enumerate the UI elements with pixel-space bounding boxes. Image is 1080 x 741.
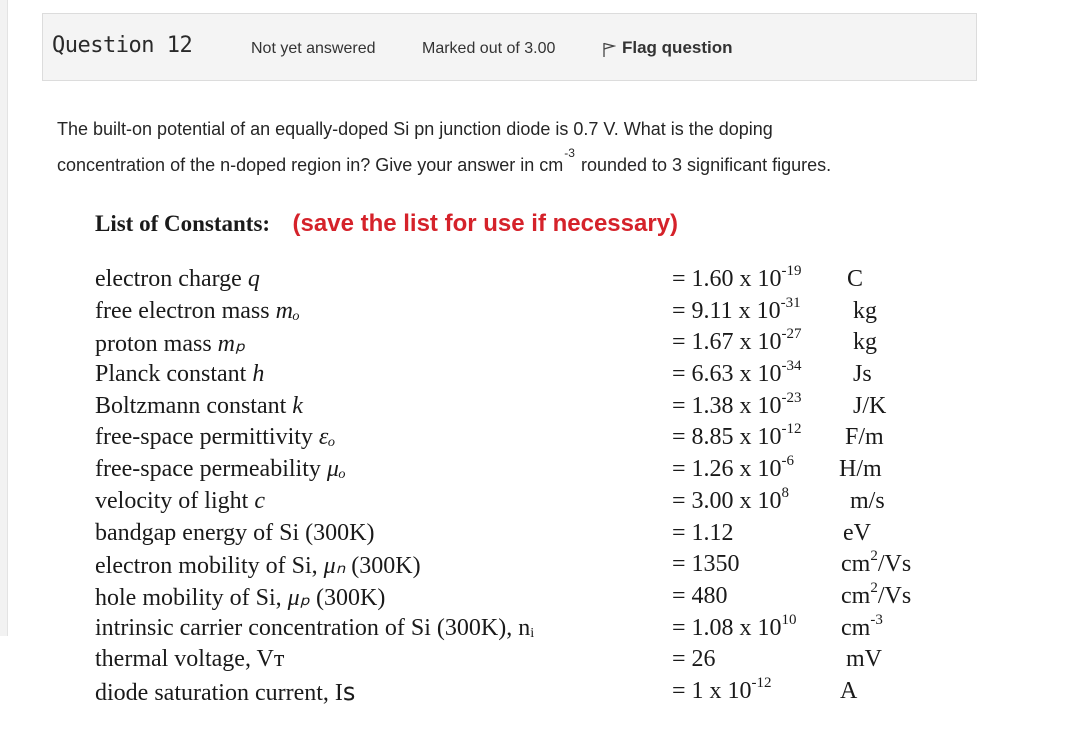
constant-unit-base: m/s (850, 487, 885, 514)
constant-symbol: mₚ (217, 331, 246, 358)
constant-unit-base: A (840, 677, 858, 704)
constant-name (95, 266, 260, 293)
constant-name-suffix: ᵢ (530, 614, 535, 641)
constant-row (95, 520, 975, 552)
constant-name-text: free-space permittivity (95, 424, 319, 451)
constant-name-text: bandgap energy of Si (300K) (95, 519, 375, 546)
constant-unit-suffix: /Vs (877, 582, 912, 609)
constant-row (95, 484, 975, 520)
question-marks: Marked out of 3.00 (422, 40, 556, 57)
constant-name (95, 646, 284, 673)
constant-value (672, 520, 734, 547)
constant-value-base: = 26 (672, 646, 716, 673)
constant-value-exponent: -23 (781, 389, 802, 406)
constant-unit (846, 646, 882, 673)
constant-unit (847, 266, 863, 293)
constant-name (95, 551, 421, 580)
constant-value (672, 646, 716, 673)
constant-value-base: = 6.63 x 10 (672, 361, 782, 388)
constant-value-exponent: -27 (781, 326, 802, 343)
constant-name-text: free electron mass (95, 297, 276, 324)
constant-name-text: proton mass (95, 331, 218, 358)
constant-name-suffix: (300K) (310, 584, 386, 611)
constants-heading-label: List of Constants: (95, 211, 271, 236)
constant-unit-exponent: 2 (870, 579, 878, 596)
constant-unit (843, 520, 871, 547)
constant-row (95, 326, 975, 361)
constant-name (95, 583, 385, 612)
constant-value (672, 583, 728, 610)
constant-unit (839, 456, 882, 483)
constant-unit-base: kg (853, 329, 877, 356)
constant-unit-base: cm (841, 582, 871, 609)
constant-value (672, 453, 795, 483)
constant-name (95, 488, 265, 515)
constant-unit (853, 361, 872, 388)
question-text-line-2-end: rounded to 3 significant figures. (580, 155, 832, 175)
constant-unit (841, 611, 883, 642)
constant-unit-base: J/K (853, 392, 887, 419)
constant-value-base: = 1.38 x 10 (672, 392, 782, 419)
constant-name-suffix: ꜱ (342, 679, 356, 706)
constant-row (95, 646, 975, 678)
constant-name-text: Boltzmann constant (95, 392, 293, 419)
constant-row (95, 453, 975, 488)
constant-row (95, 358, 975, 393)
constant-value-base: = 1.60 x 10 (672, 266, 782, 292)
question-text (57, 111, 977, 183)
constant-unit-base: H/m (839, 456, 882, 483)
constant-name (95, 520, 375, 547)
question-status: Not yet answered (251, 40, 376, 57)
constant-unit-base: F/m (845, 424, 884, 451)
constant-value-exponent: -12 (751, 674, 772, 691)
constant-name (95, 393, 303, 420)
constant-row (95, 548, 975, 583)
constant-name-text: intrinsic carrier concentration of Si (300K), n (95, 614, 531, 641)
constant-value (672, 551, 740, 578)
constant-symbol: q (247, 266, 260, 292)
constant-symbol: h (252, 361, 265, 388)
constant-value (672, 674, 772, 705)
constant-row (95, 611, 975, 647)
constant-name (95, 361, 264, 388)
constant-value (672, 611, 797, 642)
constant-value (672, 326, 802, 356)
question-info-box (42, 13, 977, 81)
constant-row (95, 389, 975, 425)
constant-value-base: = 1 x 10 (672, 677, 752, 704)
constant-name (95, 678, 355, 707)
question-text-line-2 (57, 147, 977, 183)
constant-value-exponent: -19 (781, 263, 802, 279)
constant-unit-base: cm (841, 551, 871, 578)
constant-value-exponent: -6 (781, 453, 795, 470)
constant-value (672, 263, 802, 293)
constant-unit-base: kg (853, 297, 877, 324)
constant-value-exponent: -31 (780, 294, 801, 311)
constant-name-text: diode saturation current, I (95, 679, 343, 706)
constant-value-base: = 1.26 x 10 (672, 456, 782, 483)
constant-row (95, 263, 975, 298)
constant-value-base: = 1.08 x 10 (672, 614, 782, 641)
constant-unit-exponent: -3 (870, 611, 883, 628)
constant-value-base: = 9.11 x 10 (672, 297, 781, 324)
constant-unit (840, 678, 857, 705)
constant-row (95, 579, 975, 615)
constant-symbol: μₚ (287, 584, 310, 611)
constant-value (672, 484, 790, 515)
constant-unit (853, 298, 877, 325)
constant-value-base: = 1350 (672, 551, 740, 578)
constants-heading (95, 210, 678, 238)
constant-name (95, 298, 300, 325)
constant-unit (853, 393, 886, 420)
constant-name (95, 329, 245, 358)
constant-unit (845, 424, 884, 451)
constant-name-text: free-space permeability (95, 456, 327, 483)
question-text-line-1: The built-on potential of an equally-doped Si pn junction diode is 0.7 V. What is the doping (57, 119, 773, 139)
constant-name-text: electron mobility of Si, (95, 553, 324, 580)
constant-unit-base: eV (843, 519, 871, 546)
constant-unit (853, 329, 877, 356)
flag-icon (602, 42, 616, 58)
constant-unit-base: mV (846, 646, 882, 673)
constant-name (95, 456, 346, 483)
constant-value-exponent: 10 (781, 611, 797, 628)
constant-row (95, 421, 975, 456)
constant-value-base: = 8.85 x 10 (672, 424, 782, 451)
constant-value-base: = 1.67 x 10 (672, 329, 782, 356)
constant-row (95, 294, 975, 330)
constant-unit-base: C (847, 266, 864, 292)
constant-row (95, 674, 975, 710)
constant-unit-exponent: 2 (870, 548, 878, 565)
constant-name-suffix: ᴛ (273, 646, 285, 673)
constant-symbol: μₒ (326, 456, 346, 483)
constant-unit-base: Js (853, 361, 872, 388)
flag-question-label: Flag question (622, 38, 733, 57)
constant-value (672, 389, 802, 420)
constant-name-text: velocity of light (95, 487, 255, 514)
constant-value-base: = 1.12 (672, 519, 734, 546)
constant-name-text: Planck constant (95, 361, 253, 388)
constant-value-exponent: 8 (781, 484, 790, 501)
constants-list (95, 263, 975, 710)
flag-question-button[interactable] (602, 38, 733, 58)
constants-heading-note: (save the list for use if necessary) (292, 210, 679, 237)
constant-name (95, 424, 335, 451)
constant-value (672, 358, 802, 388)
constant-name-text: electron charge (95, 266, 248, 292)
constant-name-suffix: (300K) (345, 553, 421, 580)
constant-name (95, 615, 534, 642)
question-text-line-2-start: concentration of the n-doped region in? Give your answer in cm (57, 155, 564, 175)
constant-symbol: c (254, 487, 265, 514)
constant-unit (850, 488, 885, 515)
constant-name-text: thermal voltage, V (95, 646, 274, 673)
constant-symbol: εₒ (318, 424, 336, 451)
constant-symbol: mₒ (275, 297, 300, 324)
left-border (0, 0, 8, 636)
constant-symbol: k (292, 392, 303, 419)
constant-value-exponent: -12 (781, 421, 802, 438)
constant-unit (841, 548, 912, 578)
unit-exponent: -3 (564, 146, 575, 160)
constant-value (672, 294, 801, 325)
constant-value-exponent: -34 (781, 358, 802, 375)
constant-unit-suffix: /Vs (877, 551, 912, 578)
constant-unit-base: cm (841, 614, 871, 641)
constant-unit (841, 579, 912, 610)
question-title: Question 12 (52, 33, 193, 58)
constant-value-base: = 3.00 x 10 (672, 487, 782, 514)
constant-value-base: = 480 (672, 582, 728, 609)
constant-value (672, 421, 802, 451)
constant-name-text: hole mobility of Si, (95, 584, 288, 611)
constant-symbol: μₙ (323, 553, 346, 580)
